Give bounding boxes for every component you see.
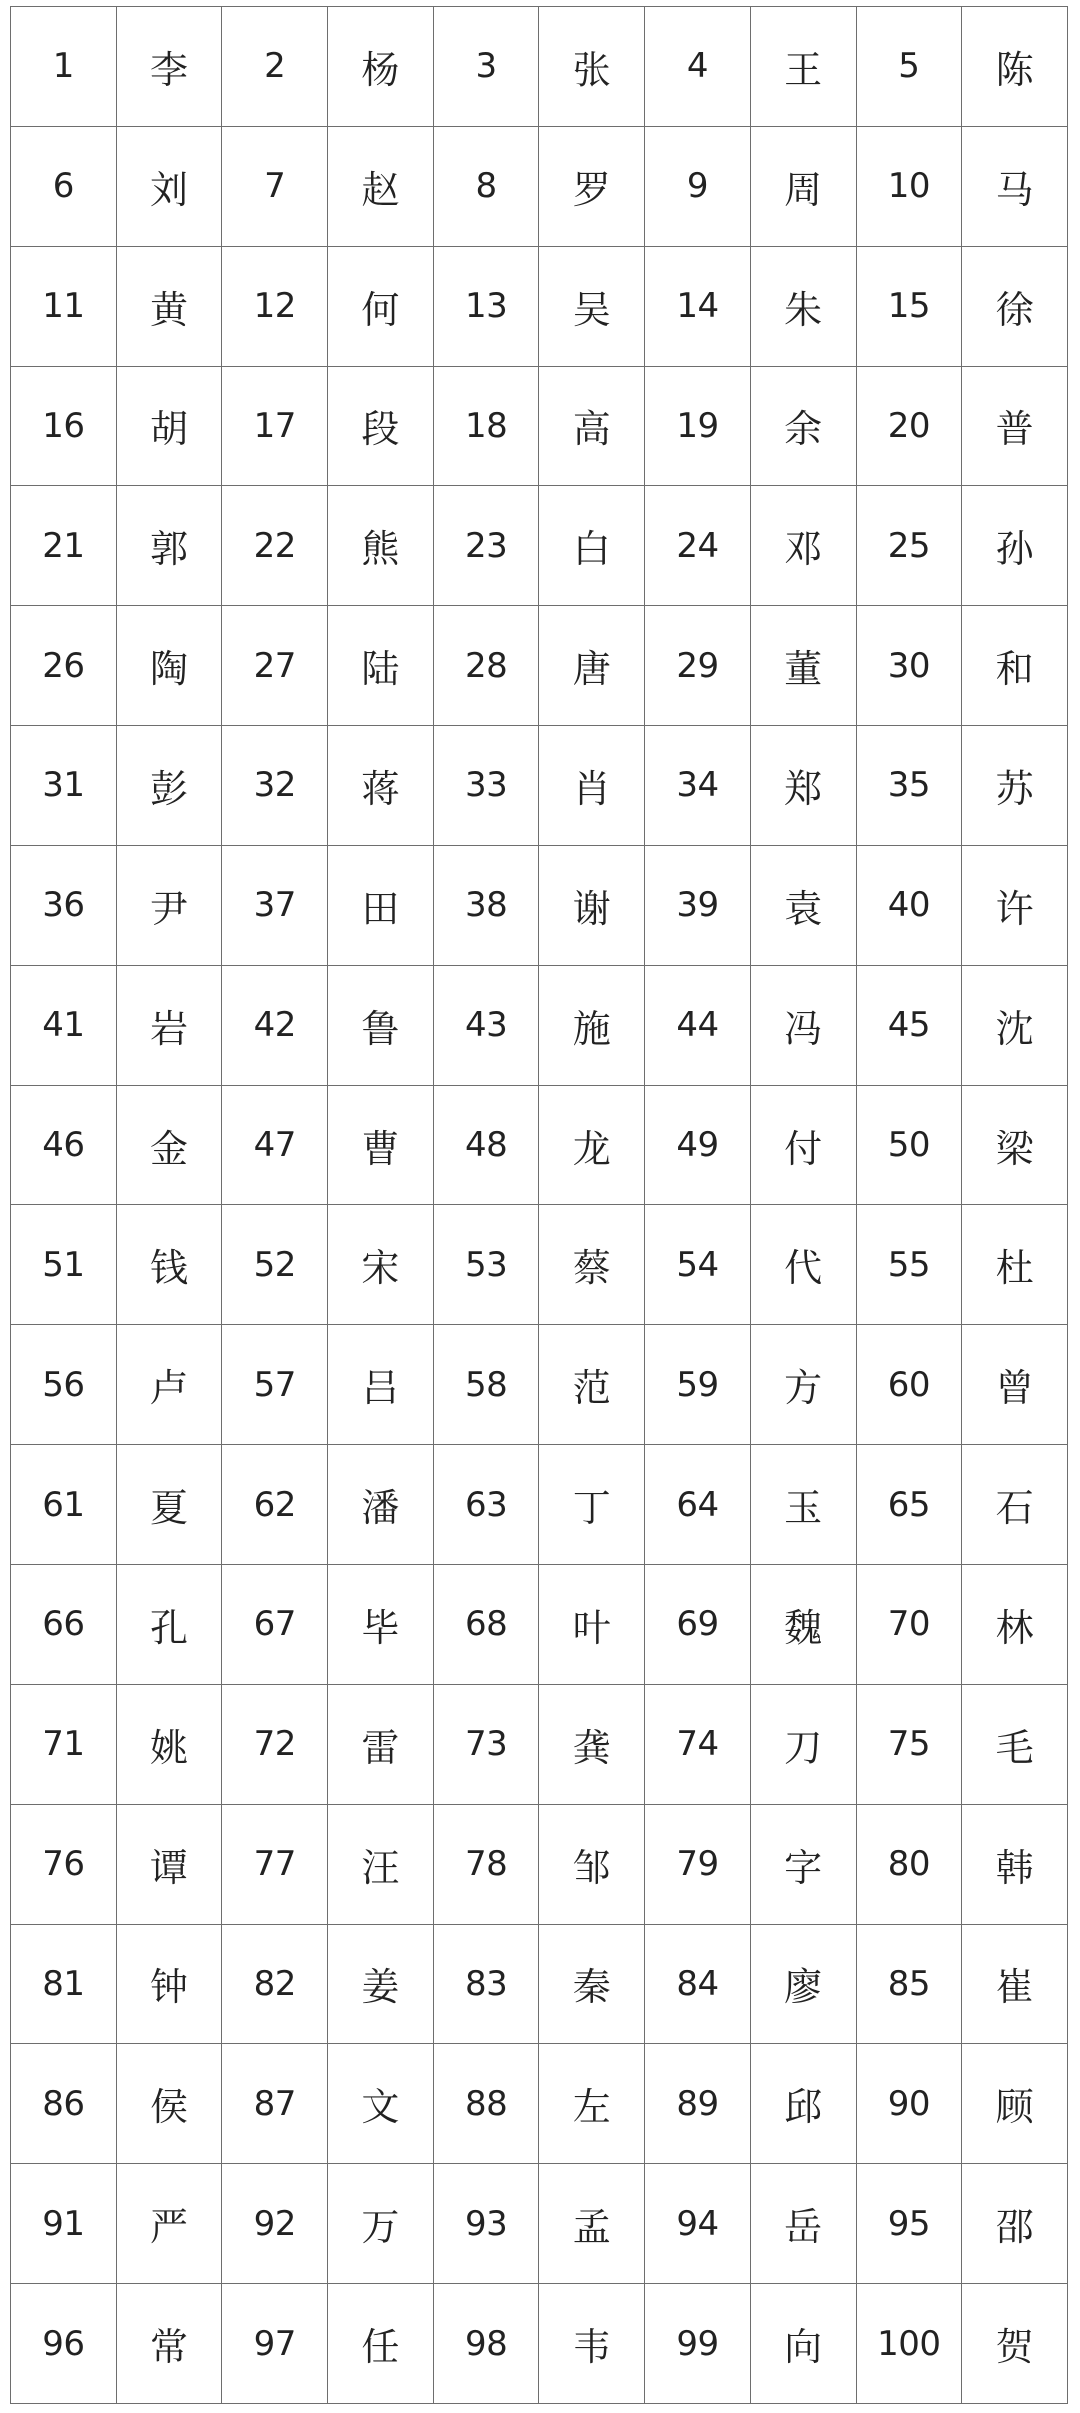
surname-number-cell: 41 <box>11 965 117 1085</box>
surname-cell: 谭 <box>116 1804 222 1924</box>
surname-cell: 王 <box>750 7 856 127</box>
surname-number-cell: 90 <box>856 2044 962 2164</box>
surname-number-cell: 95 <box>856 2164 962 2284</box>
surname-number-cell: 72 <box>222 1684 328 1804</box>
surname-cell: 毕 <box>328 1564 434 1684</box>
surname-cell: 字 <box>750 1804 856 1924</box>
surname-number-cell: 32 <box>222 726 328 846</box>
surname-cell: 段 <box>328 366 434 486</box>
surname-number-cell: 12 <box>222 246 328 366</box>
surname-cell: 施 <box>539 965 645 1085</box>
surname-number-cell: 8 <box>433 126 539 246</box>
surname-number-cell: 80 <box>856 1804 962 1924</box>
surname-number-cell: 51 <box>11 1205 117 1325</box>
surname-number-cell: 59 <box>645 1325 751 1445</box>
surname-number-cell: 6 <box>11 126 117 246</box>
surname-number-cell: 58 <box>433 1325 539 1445</box>
table-row <box>11 2044 1068 2164</box>
surname-number-cell: 85 <box>856 1924 962 2044</box>
surname-cell: 尹 <box>116 845 222 965</box>
surname-number-cell: 94 <box>645 2164 751 2284</box>
surname-cell: 严 <box>116 2164 222 2284</box>
table-row <box>11 1804 1068 1924</box>
surname-number-cell: 40 <box>856 845 962 965</box>
surname-number-cell: 37 <box>222 845 328 965</box>
surname-cell: 廖 <box>750 1924 856 2044</box>
surname-number-cell: 81 <box>11 1924 117 2044</box>
surname-cell: 刀 <box>750 1684 856 1804</box>
surname-number-cell: 35 <box>856 726 962 846</box>
surname-number-cell: 18 <box>433 366 539 486</box>
surname-cell: 韦 <box>539 2284 645 2404</box>
surname-number-cell: 5 <box>856 7 962 127</box>
surname-cell: 梁 <box>962 1085 1068 1205</box>
table-row <box>11 965 1068 1085</box>
surname-cell: 陆 <box>328 606 434 726</box>
surname-number-cell: 64 <box>645 1445 751 1565</box>
surname-number-cell: 23 <box>433 486 539 606</box>
surname-number-cell: 54 <box>645 1205 751 1325</box>
table-row <box>11 1445 1068 1565</box>
surname-number-cell: 36 <box>11 845 117 965</box>
surname-cell: 冯 <box>750 965 856 1085</box>
surname-number-cell: 52 <box>222 1205 328 1325</box>
surname-number-cell: 27 <box>222 606 328 726</box>
surname-cell: 周 <box>750 126 856 246</box>
surname-cell: 许 <box>962 845 1068 965</box>
surname-cell: 谢 <box>539 845 645 965</box>
surname-number-cell: 99 <box>645 2284 751 2404</box>
surname-number-cell: 4 <box>645 7 751 127</box>
surname-number-cell: 65 <box>856 1445 962 1565</box>
surname-cell: 孔 <box>116 1564 222 1684</box>
surname-cell: 杜 <box>962 1205 1068 1325</box>
surname-cell: 赵 <box>328 126 434 246</box>
surname-cell: 郭 <box>116 486 222 606</box>
surname-cell: 普 <box>962 366 1068 486</box>
surname-cell: 朱 <box>750 246 856 366</box>
surname-number-cell: 24 <box>645 486 751 606</box>
surname-number-cell: 22 <box>222 486 328 606</box>
surname-cell: 孟 <box>539 2164 645 2284</box>
surname-number-cell: 69 <box>645 1564 751 1684</box>
surname-number-cell: 48 <box>433 1085 539 1205</box>
surname-cell: 钱 <box>116 1205 222 1325</box>
surname-cell: 鲁 <box>328 965 434 1085</box>
surname-cell: 孙 <box>962 486 1068 606</box>
surname-cell: 常 <box>116 2284 222 2404</box>
surname-cell: 曹 <box>328 1085 434 1205</box>
surname-cell: 岳 <box>750 2164 856 2284</box>
surname-number-cell: 49 <box>645 1085 751 1205</box>
surname-cell: 岩 <box>116 965 222 1085</box>
surname-number-cell: 89 <box>645 2044 751 2164</box>
surname-cell: 金 <box>116 1085 222 1205</box>
surname-number-cell: 76 <box>11 1804 117 1924</box>
surname-cell: 高 <box>539 366 645 486</box>
surname-number-cell: 15 <box>856 246 962 366</box>
surname-cell: 苏 <box>962 726 1068 846</box>
surname-number-cell: 30 <box>856 606 962 726</box>
surname-cell: 宋 <box>328 1205 434 1325</box>
table-row <box>11 1325 1068 1445</box>
surname-number-cell: 82 <box>222 1924 328 2044</box>
table-row <box>11 1564 1068 1684</box>
surname-number-cell: 75 <box>856 1684 962 1804</box>
surname-cell: 左 <box>539 2044 645 2164</box>
surname-cell: 丁 <box>539 1445 645 1565</box>
surname-cell: 李 <box>116 7 222 127</box>
surname-cell: 陶 <box>116 606 222 726</box>
surname-number-cell: 55 <box>856 1205 962 1325</box>
surname-cell: 龙 <box>539 1085 645 1205</box>
surname-number-cell: 20 <box>856 366 962 486</box>
surname-number-cell: 73 <box>433 1684 539 1804</box>
surname-cell: 刘 <box>116 126 222 246</box>
surname-cell: 潘 <box>328 1445 434 1565</box>
surname-number-cell: 9 <box>645 126 751 246</box>
surname-number-cell: 68 <box>433 1564 539 1684</box>
surname-cell: 曾 <box>962 1325 1068 1445</box>
surname-cell: 文 <box>328 2044 434 2164</box>
surname-number-cell: 42 <box>222 965 328 1085</box>
surname-cell: 韩 <box>962 1804 1068 1924</box>
surname-cell: 方 <box>750 1325 856 1445</box>
table-row <box>11 1684 1068 1804</box>
surname-number-cell: 70 <box>856 1564 962 1684</box>
surname-number-cell: 93 <box>433 2164 539 2284</box>
surname-cell: 田 <box>328 845 434 965</box>
surname-number-cell: 87 <box>222 2044 328 2164</box>
surname-cell: 罗 <box>539 126 645 246</box>
surname-number-cell: 86 <box>11 2044 117 2164</box>
surname-number-cell: 38 <box>433 845 539 965</box>
surname-number-cell: 13 <box>433 246 539 366</box>
surname-number-cell: 78 <box>433 1804 539 1924</box>
surname-number-cell: 17 <box>222 366 328 486</box>
surname-cell: 侯 <box>116 2044 222 2164</box>
surname-cell: 石 <box>962 1445 1068 1565</box>
surname-number-cell: 53 <box>433 1205 539 1325</box>
surname-cell: 向 <box>750 2284 856 2404</box>
surname-number-cell: 88 <box>433 2044 539 2164</box>
table-row <box>11 2164 1068 2284</box>
surname-cell: 黄 <box>116 246 222 366</box>
surname-cell: 范 <box>539 1325 645 1445</box>
surname-number-cell: 26 <box>11 606 117 726</box>
surname-number-cell: 1 <box>11 7 117 127</box>
surname-cell: 邓 <box>750 486 856 606</box>
surname-cell: 何 <box>328 246 434 366</box>
surname-number-cell: 67 <box>222 1564 328 1684</box>
surname-cell: 邱 <box>750 2044 856 2164</box>
surname-cell: 姚 <box>116 1684 222 1804</box>
surname-number-cell: 28 <box>433 606 539 726</box>
table-row <box>11 1924 1068 2044</box>
surname-number-cell: 10 <box>856 126 962 246</box>
surname-number-cell: 83 <box>433 1924 539 2044</box>
surname-number-cell: 61 <box>11 1445 117 1565</box>
table-row <box>11 2284 1068 2404</box>
surname-number-cell: 3 <box>433 7 539 127</box>
surname-number-cell: 96 <box>11 2284 117 2404</box>
surname-number-cell: 56 <box>11 1325 117 1445</box>
surname-cell: 汪 <box>328 1804 434 1924</box>
surname-cell: 顾 <box>962 2044 1068 2164</box>
surname-number-cell: 71 <box>11 1684 117 1804</box>
surname-cell: 吕 <box>328 1325 434 1445</box>
surname-cell: 邹 <box>539 1804 645 1924</box>
surname-number-cell: 47 <box>222 1085 328 1205</box>
surname-cell: 卢 <box>116 1325 222 1445</box>
surname-number-cell: 34 <box>645 726 751 846</box>
surname-cell: 姜 <box>328 1924 434 2044</box>
surname-cell: 吴 <box>539 246 645 366</box>
surname-number-cell: 50 <box>856 1085 962 1205</box>
surname-number-cell: 45 <box>856 965 962 1085</box>
surname-cell: 肖 <box>539 726 645 846</box>
table-row <box>11 726 1068 846</box>
surname-cell: 白 <box>539 486 645 606</box>
surname-cell: 贺 <box>962 2284 1068 2404</box>
surname-cell: 熊 <box>328 486 434 606</box>
surname-number-cell: 19 <box>645 366 751 486</box>
surname-cell: 沈 <box>962 965 1068 1085</box>
surname-number-cell: 100 <box>856 2284 962 2404</box>
surname-cell: 雷 <box>328 1684 434 1804</box>
surname-cell: 胡 <box>116 366 222 486</box>
surname-number-cell: 98 <box>433 2284 539 2404</box>
surname-cell: 徐 <box>962 246 1068 366</box>
table-row <box>11 126 1068 246</box>
surname-number-cell: 84 <box>645 1924 751 2044</box>
surname-cell: 林 <box>962 1564 1068 1684</box>
surname-cell: 龚 <box>539 1684 645 1804</box>
surname-number-cell: 33 <box>433 726 539 846</box>
surname-cell: 杨 <box>328 7 434 127</box>
surname-number-cell: 63 <box>433 1445 539 1565</box>
surname-number-cell: 77 <box>222 1804 328 1924</box>
surname-number-cell: 46 <box>11 1085 117 1205</box>
table-row <box>11 1205 1068 1325</box>
surname-cell: 秦 <box>539 1924 645 2044</box>
surname-cell: 蒋 <box>328 726 434 846</box>
surname-number-cell: 29 <box>645 606 751 726</box>
surname-number-cell: 39 <box>645 845 751 965</box>
surname-number-cell: 7 <box>222 126 328 246</box>
surname-cell: 董 <box>750 606 856 726</box>
surname-cell: 万 <box>328 2164 434 2284</box>
surname-cell: 任 <box>328 2284 434 2404</box>
surname-number-cell: 66 <box>11 1564 117 1684</box>
table-row <box>11 1085 1068 1205</box>
surname-cell: 叶 <box>539 1564 645 1684</box>
surname-cell: 玉 <box>750 1445 856 1565</box>
surname-cell: 袁 <box>750 845 856 965</box>
table-row <box>11 7 1068 127</box>
surname-number-cell: 74 <box>645 1684 751 1804</box>
surname-cell: 魏 <box>750 1564 856 1684</box>
surname-cell: 毛 <box>962 1684 1068 1804</box>
surname-number-cell: 25 <box>856 486 962 606</box>
surname-cell: 余 <box>750 366 856 486</box>
surname-cell: 和 <box>962 606 1068 726</box>
surname-number-cell: 21 <box>11 486 117 606</box>
surname-number-cell: 92 <box>222 2164 328 2284</box>
surname-cell: 蔡 <box>539 1205 645 1325</box>
surname-cell: 彭 <box>116 726 222 846</box>
surname-cell: 代 <box>750 1205 856 1325</box>
surname-number-cell: 11 <box>11 246 117 366</box>
surname-cell: 钟 <box>116 1924 222 2044</box>
surname-cell: 郑 <box>750 726 856 846</box>
surname-cell: 马 <box>962 126 1068 246</box>
table-row <box>11 845 1068 965</box>
surname-cell: 夏 <box>116 1445 222 1565</box>
surname-cell: 付 <box>750 1085 856 1205</box>
surname-table <box>10 6 1068 2404</box>
surname-cell: 唐 <box>539 606 645 726</box>
surname-number-cell: 16 <box>11 366 117 486</box>
surname-number-cell: 2 <box>222 7 328 127</box>
table-row <box>11 606 1068 726</box>
surname-number-cell: 91 <box>11 2164 117 2284</box>
surname-cell: 崔 <box>962 1924 1068 2044</box>
surname-number-cell: 97 <box>222 2284 328 2404</box>
table-row <box>11 366 1068 486</box>
surname-number-cell: 31 <box>11 726 117 846</box>
surname-cell: 陈 <box>962 7 1068 127</box>
surname-number-cell: 79 <box>645 1804 751 1924</box>
table-row <box>11 486 1068 606</box>
surname-cell: 邵 <box>962 2164 1068 2284</box>
table-row <box>11 246 1068 366</box>
surname-cell: 张 <box>539 7 645 127</box>
surname-number-cell: 14 <box>645 246 751 366</box>
surname-number-cell: 60 <box>856 1325 962 1445</box>
surname-number-cell: 43 <box>433 965 539 1085</box>
surname-number-cell: 62 <box>222 1445 328 1565</box>
surname-number-cell: 57 <box>222 1325 328 1445</box>
surname-table-body <box>11 7 1068 2404</box>
surname-number-cell: 44 <box>645 965 751 1085</box>
